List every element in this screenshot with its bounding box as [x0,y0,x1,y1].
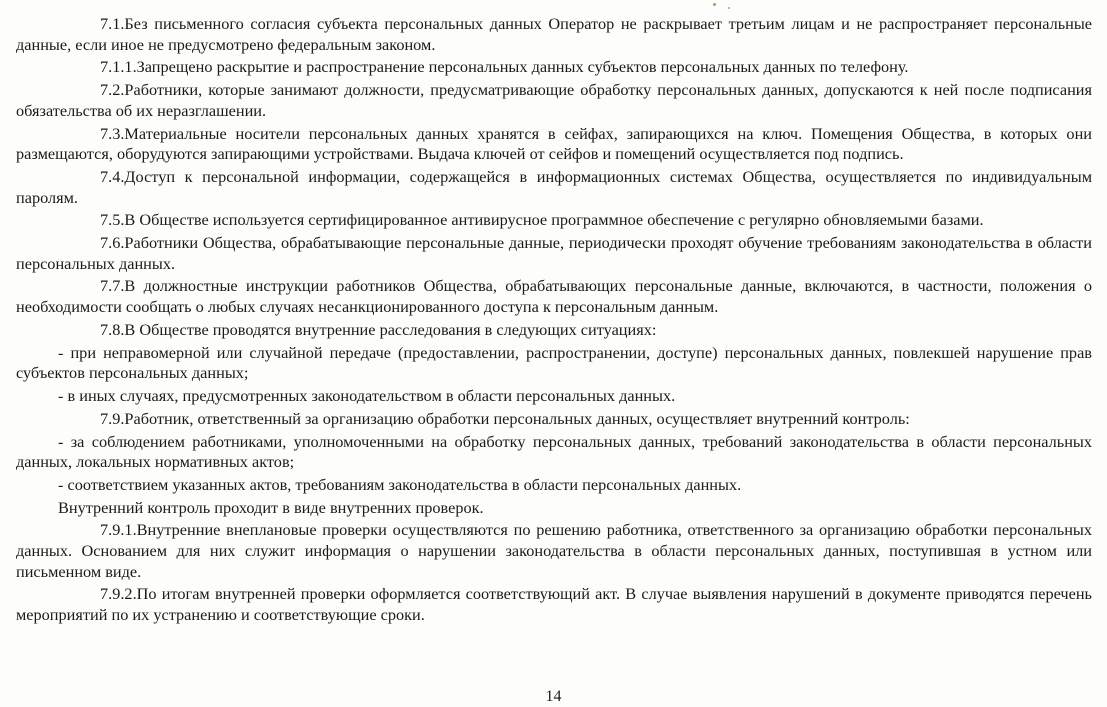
page-number: 14 [545,688,562,705]
paragraph-number: 7.2. [100,80,125,100]
paragraph-text: - при неправомерной или случайной передаче (предоставлении, распространении, доступе) персональных данных, повлекшей нарушение прав субъектов персональных данных; [16,342,1092,383]
paragraph-text: Работник, ответственный за организацию обработки персональных данных, осуществляет внутренний контроль: [124,408,910,428]
paragraph-text: Работники, которые занимают должности, предусматривающие обработку персональных данных, допускаются к ней после подписания обязательства об их неразглашении. [16,80,1092,120]
paragraph-number: 7.8. [100,319,125,339]
paragraph-number: 7.1. [100,14,125,33]
list-item-7-8-b [16,386,1092,407]
list-item-7-8-a [16,343,1092,384]
paragraph-7-5 [16,210,1092,231]
paragraph-internal-control [16,498,1092,519]
paragraph-number: 7.5. [100,210,125,230]
paragraph-number: 7.4. [100,166,125,186]
scan-speck [728,7,730,9]
paragraph-7-6 [16,233,1092,274]
list-item-7-9-b [16,475,1092,496]
document-body [16,14,1092,628]
paragraph-7-9-2 [16,584,1092,625]
paragraph-number: 7.9.2. [100,584,137,604]
paragraph-7-7 [16,276,1092,317]
paragraph-7-4 [16,167,1092,208]
paragraph-number: 7.1.1. [100,57,137,77]
paragraph-number: 7.9. [100,408,125,428]
paragraph-7-2 [16,80,1092,121]
paragraph-number: 7.3. [100,123,125,143]
paragraph-number: 7.7. [100,276,125,296]
paragraph-text: Работники Общества, обрабатывающие персональные данные, периодически проходят обучение требованиям законодательства в области персональных данных. [16,233,1092,273]
paragraph-text: - в иных случаях, предусмотренных законодательством в области персональных данных. [58,385,676,405]
paragraph-text: Материальные носители персональных данных хранятся в сейфах, запирающихся на ключ. Помещения Общества, в которых они размещаются, оборудуются запирающими устройствами. Выдача ключей от сейфов и помещений осуществляется под подпись. [16,123,1092,164]
paragraph-number: 7.6. [100,233,125,253]
paragraph-text: - за соблюдением работниками, уполномоченными на обработку персональных данных, требований законодательства в области персональных данных, локальных нормативных актов; [16,431,1092,472]
paragraph-text: По итогам внутренней проверки оформляется соответствующий акт. В случае выявления нарушений в документе приводятся перечень мероприятий по их устранению и соответствующие сроки. [16,584,1092,625]
paragraph-7-8 [16,320,1092,341]
scan-speck [713,3,716,6]
paragraph-7-9 [16,409,1092,430]
paragraph-text: Без письменного согласия субъекта персональных данных Оператор не раскрывает третьим лицам и не распространяет персональные данные, если иное не предусмотрено федеральным законом. [16,14,1092,54]
paragraph-text: Запрещено раскрытие и распространение персональных данных субъектов персональных данных по телефону. [136,57,909,77]
list-item-7-9-a [16,432,1092,473]
paragraph-text: Доступ к персональной информации, содержащейся в информационных системах Общества, осуществляется по индивидуальным паролям. [16,166,1092,207]
paragraph-text: Внутренние внеплановые проверки осуществляются по решению работника, ответственного за организацию обработки персональных данных. Основанием для них служит информация о нарушении законодательства в области персональных данных, поступившая в устном или письменном виде. [16,520,1092,581]
paragraph-7-1 [16,14,1092,55]
paragraph-7-3 [16,124,1092,165]
paragraph-7-1-1 [16,57,1092,78]
paragraph-text: В Обществе используется сертифицированное антивирусное программное обеспечение с регулярно обновляемыми базами. [124,210,984,230]
paragraph-text: Внутренний контроль проходит в виде внутренних проверок. [58,497,484,517]
paragraph-text: В Обществе проводятся внутренние расследования в следующих ситуациях: [124,319,657,339]
paragraph-number: 7.9.1. [100,520,137,540]
paragraph-text: В должностные инструкции работников Общества, обрабатывающих персональные данные, включаются, в частности, положения о необходимости сообщать о любых случаях несанкционированного доступа к персональным данным. [16,276,1092,317]
paragraph-text: - соответствием указанных актов, требованиям законодательства в области персональных данных. [58,474,742,494]
paragraph-7-9-1 [16,520,1092,582]
